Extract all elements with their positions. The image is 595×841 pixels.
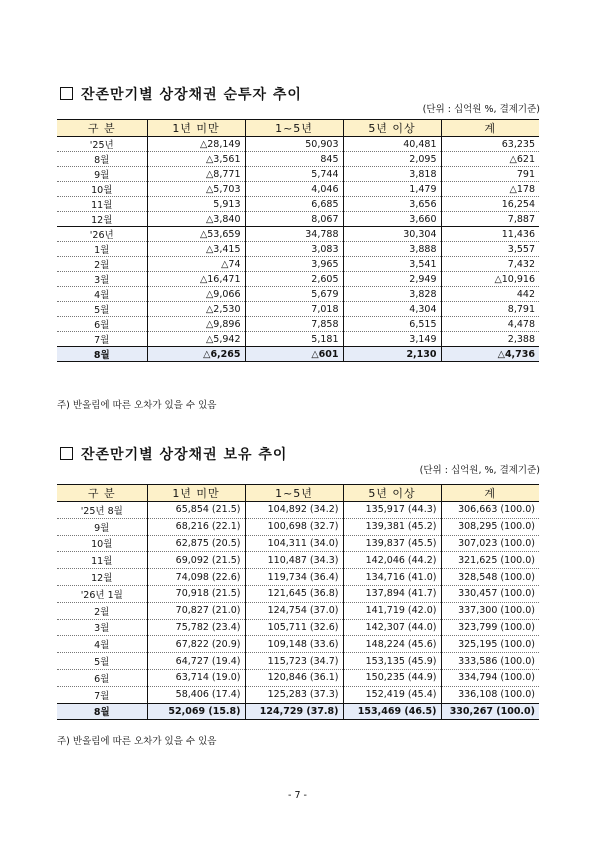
value-cell: 1,479 bbox=[343, 182, 441, 197]
value-cell: 120,846 (36.1) bbox=[245, 669, 343, 686]
table-row bbox=[57, 636, 539, 653]
row-label-cell: 8월 bbox=[57, 703, 147, 720]
value-cell: 321,625 (100.0) bbox=[441, 552, 539, 569]
table-row bbox=[57, 602, 539, 619]
row-label-cell: '26년 bbox=[57, 227, 147, 242]
value-cell: 3,083 bbox=[245, 242, 343, 257]
value-cell: 3,149 bbox=[343, 332, 441, 347]
value-cell: 141,719 (42.0) bbox=[343, 602, 441, 619]
row-label-cell: 6월 bbox=[57, 669, 147, 686]
value-cell: 845 bbox=[245, 152, 343, 167]
table-row bbox=[57, 518, 539, 535]
value-cell: 139,837 (45.5) bbox=[343, 535, 441, 552]
value-cell: 2,949 bbox=[343, 272, 441, 287]
row-label-cell: 3월 bbox=[57, 619, 147, 636]
checkbox-square-icon bbox=[60, 87, 73, 100]
header-category: 구 분 bbox=[57, 120, 147, 137]
row-label-cell: 5월 bbox=[57, 653, 147, 670]
value-cell: 330,267 (100.0) bbox=[441, 703, 539, 720]
header-under-1y: 1년 미만 bbox=[147, 485, 245, 502]
value-cell: 7,018 bbox=[245, 302, 343, 317]
table-row bbox=[57, 137, 539, 152]
value-cell: 124,754 (37.0) bbox=[245, 602, 343, 619]
value-cell: △6,265 bbox=[147, 347, 245, 362]
value-cell: 337,300 (100.0) bbox=[441, 602, 539, 619]
value-cell: 139,381 (45.2) bbox=[343, 518, 441, 535]
row-label-cell: 8월 bbox=[57, 347, 147, 362]
section1-title: 잔존만기별 상장채권 순투자 추이 bbox=[60, 84, 302, 104]
holdings-table bbox=[57, 484, 539, 720]
value-cell: 64,727 (19.4) bbox=[147, 653, 245, 670]
value-cell: 148,224 (45.6) bbox=[343, 636, 441, 653]
value-cell: 11,436 bbox=[441, 227, 539, 242]
value-cell: 323,799 (100.0) bbox=[441, 619, 539, 636]
section2-note: 주) 반올림에 따른 오차가 있을 수 있음 bbox=[57, 736, 217, 747]
value-cell: △16,471 bbox=[147, 272, 245, 287]
value-cell: 142,307 (44.0) bbox=[343, 619, 441, 636]
value-cell: △53,659 bbox=[147, 227, 245, 242]
value-cell: 330,457 (100.0) bbox=[441, 585, 539, 602]
value-cell: 125,283 (37.3) bbox=[245, 686, 343, 703]
value-cell: △28,149 bbox=[147, 137, 245, 152]
value-cell: 442 bbox=[441, 287, 539, 302]
value-cell: 325,195 (100.0) bbox=[441, 636, 539, 653]
value-cell: 5,744 bbox=[245, 167, 343, 182]
row-label-cell: 7월 bbox=[57, 686, 147, 703]
value-cell: △2,530 bbox=[147, 302, 245, 317]
value-cell: 65,854 (21.5) bbox=[147, 502, 245, 519]
value-cell: 16,254 bbox=[441, 197, 539, 212]
value-cell: 4,304 bbox=[343, 302, 441, 317]
row-label-cell: 11월 bbox=[57, 197, 147, 212]
value-cell: 100,698 (32.7) bbox=[245, 518, 343, 535]
section1-unit: (단위 : 십억원 %, 결제기준) bbox=[422, 104, 540, 115]
value-cell: △9,896 bbox=[147, 317, 245, 332]
value-cell: 63,714 (19.0) bbox=[147, 669, 245, 686]
header-over-5y: 5년 이상 bbox=[343, 120, 441, 137]
value-cell: 152,419 (45.4) bbox=[343, 686, 441, 703]
value-cell: 4,046 bbox=[245, 182, 343, 197]
table-row bbox=[57, 242, 539, 257]
value-cell: 3,656 bbox=[343, 197, 441, 212]
value-cell: 307,023 (100.0) bbox=[441, 535, 539, 552]
value-cell: 8,067 bbox=[245, 212, 343, 227]
row-label-cell: 10월 bbox=[57, 535, 147, 552]
value-cell: 5,181 bbox=[245, 332, 343, 347]
value-cell: 135,917 (44.3) bbox=[343, 502, 441, 519]
header-category: 구 분 bbox=[57, 485, 147, 502]
value-cell: 119,734 (36.4) bbox=[245, 569, 343, 586]
section1-note: 주) 반올림에 따른 오차가 있을 수 있음 bbox=[57, 400, 217, 411]
value-cell: △3,840 bbox=[147, 212, 245, 227]
value-cell: 4,478 bbox=[441, 317, 539, 332]
value-cell: 328,548 (100.0) bbox=[441, 569, 539, 586]
table-row bbox=[57, 212, 539, 227]
value-cell: △5,942 bbox=[147, 332, 245, 347]
value-cell: 333,586 (100.0) bbox=[441, 653, 539, 670]
row-label-cell: 4월 bbox=[57, 636, 147, 653]
value-cell: 3,557 bbox=[441, 242, 539, 257]
header-1-5y: 1~5년 bbox=[245, 120, 343, 137]
value-cell: 6,685 bbox=[245, 197, 343, 212]
value-cell: 52,069 (15.8) bbox=[147, 703, 245, 720]
table-row bbox=[57, 653, 539, 670]
value-cell: 150,235 (44.9) bbox=[343, 669, 441, 686]
value-cell: 2,095 bbox=[343, 152, 441, 167]
value-cell: △3,415 bbox=[147, 242, 245, 257]
value-cell: 109,148 (33.6) bbox=[245, 636, 343, 653]
table-row bbox=[57, 569, 539, 586]
value-cell: 104,892 (34.2) bbox=[245, 502, 343, 519]
value-cell: 121,645 (36.8) bbox=[245, 585, 343, 602]
value-cell: △601 bbox=[245, 347, 343, 362]
row-label-cell: '25년 8월 bbox=[57, 502, 147, 519]
value-cell: 308,295 (100.0) bbox=[441, 518, 539, 535]
value-cell: 50,903 bbox=[245, 137, 343, 152]
value-cell: 2,605 bbox=[245, 272, 343, 287]
value-cell: 115,723 (34.7) bbox=[245, 653, 343, 670]
value-cell: 30,304 bbox=[343, 227, 441, 242]
value-cell: 40,481 bbox=[343, 137, 441, 152]
value-cell: 334,794 (100.0) bbox=[441, 669, 539, 686]
value-cell: 7,432 bbox=[441, 257, 539, 272]
value-cell: 8,791 bbox=[441, 302, 539, 317]
value-cell: 5,913 bbox=[147, 197, 245, 212]
value-cell: △3,561 bbox=[147, 152, 245, 167]
value-cell: 70,918 (21.5) bbox=[147, 585, 245, 602]
value-cell: 306,663 (100.0) bbox=[441, 502, 539, 519]
value-cell: 134,716 (41.0) bbox=[343, 569, 441, 586]
row-label-cell: 12월 bbox=[57, 212, 147, 227]
net-investment-table bbox=[57, 119, 539, 362]
value-cell: 69,092 (21.5) bbox=[147, 552, 245, 569]
row-label-cell: 10월 bbox=[57, 182, 147, 197]
value-cell: 34,788 bbox=[245, 227, 343, 242]
value-cell: 7,858 bbox=[245, 317, 343, 332]
value-cell: △8,771 bbox=[147, 167, 245, 182]
table-row bbox=[57, 347, 539, 362]
value-cell: 6,515 bbox=[343, 317, 441, 332]
value-cell: 124,729 (37.8) bbox=[245, 703, 343, 720]
table-row bbox=[57, 619, 539, 636]
value-cell: 3,660 bbox=[343, 212, 441, 227]
value-cell: 75,782 (23.4) bbox=[147, 619, 245, 636]
header-under-1y: 1년 미만 bbox=[147, 120, 245, 137]
table-header-row bbox=[57, 485, 539, 502]
table-row bbox=[57, 197, 539, 212]
value-cell: 5,679 bbox=[245, 287, 343, 302]
header-total: 계 bbox=[441, 485, 539, 502]
value-cell: 67,822 (20.9) bbox=[147, 636, 245, 653]
table-row bbox=[57, 302, 539, 317]
row-label-cell: 1월 bbox=[57, 242, 147, 257]
value-cell: 104,311 (34.0) bbox=[245, 535, 343, 552]
value-cell: 153,135 (45.9) bbox=[343, 653, 441, 670]
value-cell: △74 bbox=[147, 257, 245, 272]
value-cell: 63,235 bbox=[441, 137, 539, 152]
value-cell: 105,711 (32.6) bbox=[245, 619, 343, 636]
page-number: - 7 - bbox=[288, 790, 307, 801]
row-label-cell: 3월 bbox=[57, 272, 147, 287]
table-row bbox=[57, 272, 539, 287]
table-row bbox=[57, 152, 539, 167]
value-cell: △10,916 bbox=[441, 272, 539, 287]
row-label-cell: 9월 bbox=[57, 518, 147, 535]
row-label-cell: 11월 bbox=[57, 552, 147, 569]
value-cell: △178 bbox=[441, 182, 539, 197]
section2-title: 잔존만기별 상장채권 보유 추이 bbox=[60, 444, 287, 464]
table-row bbox=[57, 287, 539, 302]
table-row bbox=[57, 686, 539, 703]
table-row bbox=[57, 585, 539, 602]
value-cell: 137,894 (41.7) bbox=[343, 585, 441, 602]
row-label-cell: 4월 bbox=[57, 287, 147, 302]
value-cell: 153,469 (46.5) bbox=[343, 703, 441, 720]
row-label-cell: 12월 bbox=[57, 569, 147, 586]
table-row bbox=[57, 535, 539, 552]
row-label-cell: 8월 bbox=[57, 152, 147, 167]
row-label-cell: 6월 bbox=[57, 317, 147, 332]
row-label-cell: 7월 bbox=[57, 332, 147, 347]
table-row bbox=[57, 257, 539, 272]
value-cell: 3,818 bbox=[343, 167, 441, 182]
table-row bbox=[57, 167, 539, 182]
value-cell: 70,827 (21.0) bbox=[147, 602, 245, 619]
value-cell: 74,098 (22.6) bbox=[147, 569, 245, 586]
value-cell: 2,130 bbox=[343, 347, 441, 362]
value-cell: 3,828 bbox=[343, 287, 441, 302]
value-cell: 791 bbox=[441, 167, 539, 182]
table-row bbox=[57, 317, 539, 332]
row-label-cell: '26년 1월 bbox=[57, 585, 147, 602]
table-header-row bbox=[57, 120, 539, 137]
header-over-5y: 5년 이상 bbox=[343, 485, 441, 502]
value-cell: 110,487 (34.3) bbox=[245, 552, 343, 569]
header-1-5y: 1~5년 bbox=[245, 485, 343, 502]
table-row bbox=[57, 502, 539, 519]
row-label-cell: 5월 bbox=[57, 302, 147, 317]
value-cell: △5,703 bbox=[147, 182, 245, 197]
value-cell: 336,108 (100.0) bbox=[441, 686, 539, 703]
section2-unit: (단위 : 십억원, %, 결제기준) bbox=[419, 465, 540, 476]
table-row bbox=[57, 669, 539, 686]
table-row bbox=[57, 332, 539, 347]
value-cell: △9,066 bbox=[147, 287, 245, 302]
value-cell: 142,046 (44.2) bbox=[343, 552, 441, 569]
value-cell: 68,216 (22.1) bbox=[147, 518, 245, 535]
value-cell: 2,388 bbox=[441, 332, 539, 347]
checkbox-square-icon bbox=[60, 447, 73, 460]
row-label-cell: 2월 bbox=[57, 602, 147, 619]
value-cell: 58,406 (17.4) bbox=[147, 686, 245, 703]
value-cell: 3,888 bbox=[343, 242, 441, 257]
row-label-cell: '25년 bbox=[57, 137, 147, 152]
table-row bbox=[57, 227, 539, 242]
row-label-cell: 9월 bbox=[57, 167, 147, 182]
value-cell: 7,887 bbox=[441, 212, 539, 227]
table-row bbox=[57, 182, 539, 197]
header-total: 계 bbox=[441, 120, 539, 137]
row-label-cell: 2월 bbox=[57, 257, 147, 272]
table-row bbox=[57, 552, 539, 569]
value-cell: △4,736 bbox=[441, 347, 539, 362]
value-cell: 62,875 (20.5) bbox=[147, 535, 245, 552]
value-cell: 3,541 bbox=[343, 257, 441, 272]
value-cell: 3,965 bbox=[245, 257, 343, 272]
value-cell: △621 bbox=[441, 152, 539, 167]
table-row bbox=[57, 703, 539, 720]
